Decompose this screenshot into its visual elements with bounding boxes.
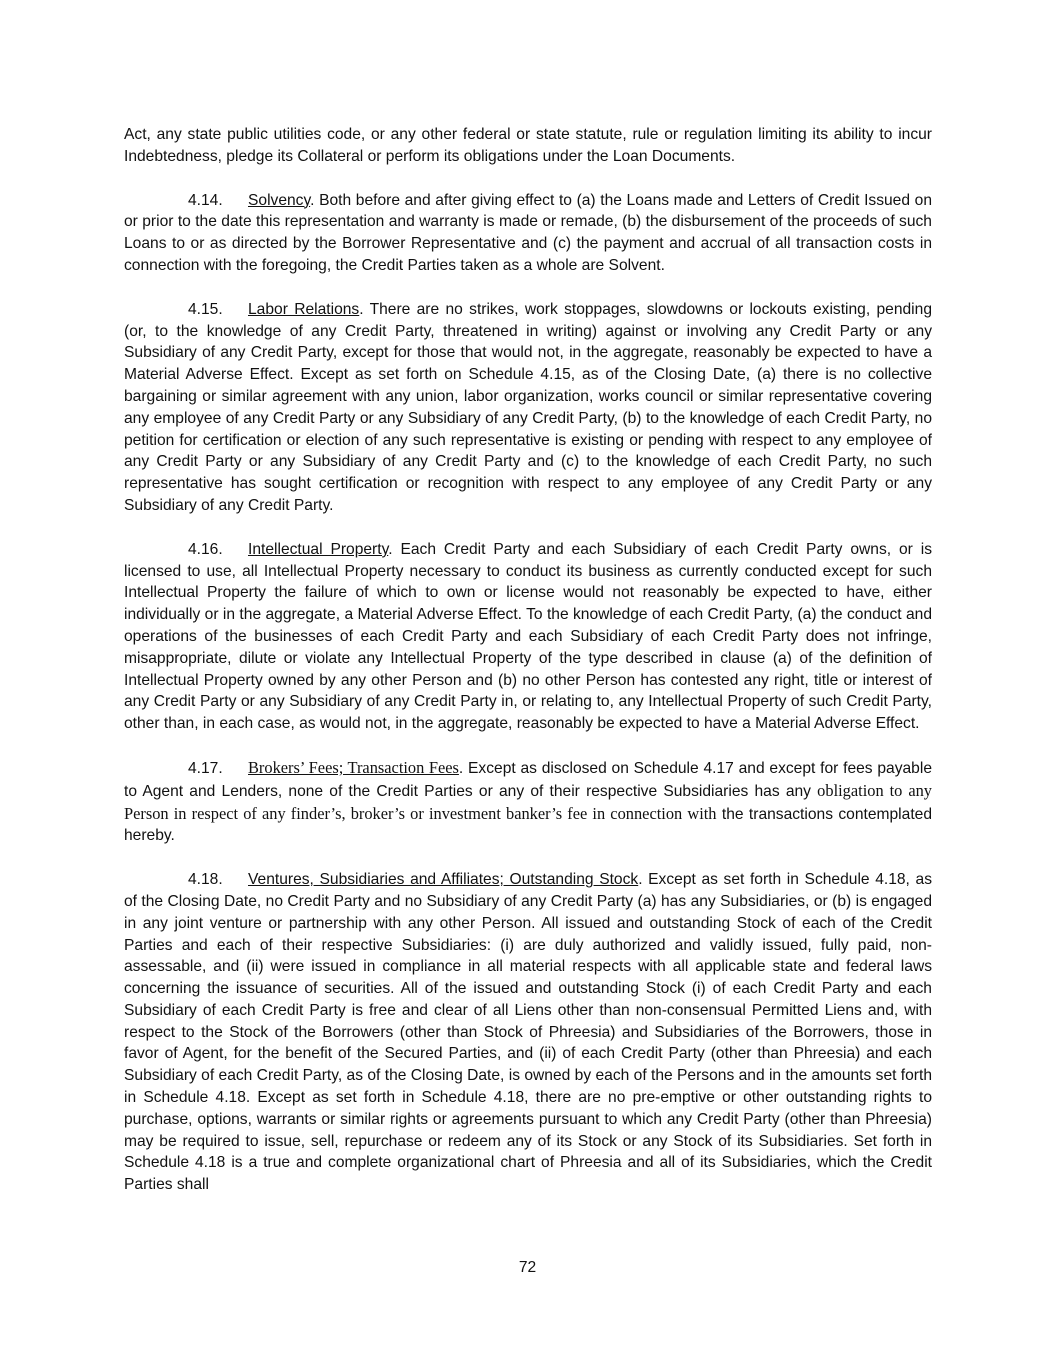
section-heading: Brokers’ Fees; Transaction Fees xyxy=(248,757,459,777)
section-4-14 xyxy=(124,190,932,277)
section-number: 4.18. xyxy=(188,871,223,889)
section-heading: Ventures, Subsidiaries and Affiliates; Outstanding Stock xyxy=(248,871,639,889)
section-body: . Each Credit Party and each Subsidiary of each Credit Party owns, or is licensed to use, all Intellectual Property necessary to conduct its business as currently conducted except for such Intellectual Property the failure of which to own or license would not reasonably be expected to have, either individually or in the aggregate, a Material Adverse Effect. To the knowledge of each Credit Party, (a) the conduct and operations of the businesses of each Credit Party and each Subsidiary of each Credit Party does not infringe, misappropriate, dilute or violate any Intellectual Property of the type described in clause (a) of the definition of Intellectual Property owned by any other Person and (b) no other Person has contested any right, title or interest of any Credit Party or any Subsidiary of any Credit Party in, or relating to, any Intellectual Property of such Credit Party, other than, in each case, as would not, in the aggregate, reasonably be expected to have a Material Adverse Effect. xyxy=(124,540,932,733)
section-body-end: the transactions contemplated hereby. xyxy=(124,805,932,845)
section-number: 4.15. xyxy=(188,300,223,318)
section-heading: Solvency xyxy=(248,191,311,209)
section-4-18 xyxy=(124,869,932,1196)
section-heading: Intellectual Property xyxy=(248,540,389,558)
section-heading: Labor Relations xyxy=(248,300,360,318)
section-4-16 xyxy=(124,539,932,735)
section-body: . Except as disclosed on Schedule 4.17 and except for fees payable to Agent and Lenders, none of the Credit Parties or any of their respective Subsidiaries has any xyxy=(124,759,932,800)
section-number: 4.17. xyxy=(188,759,223,777)
section-number: 4.14. xyxy=(188,191,223,209)
continuation-paragraph: Act, any state public utilities code, or any other federal or state statute, rule or regulation limiting its ability to incur Indebtedness, pledge its Collateral or perform its obligations under the Loan Documents. xyxy=(124,126,932,165)
section-4-15 xyxy=(124,299,932,517)
section-body: . Both before and after giving effect to (a) the Loans made and Letters of Credit Issued on or prior to the date this representation and warranty is made or remade, (b) the disbursement of the proceeds of such Loans to or as directed by the Borrower Representative and (c) the payment and accrual of all transaction costs in connection with the foregoing, the Credit Parties taken as a whole are Solvent. xyxy=(124,191,932,274)
section-body: . There are no strikes, work stoppages, slowdowns or lockouts existing, pending (or, to the knowledge of any Credit Party, threatened in writing) against or involving any Credit Party or any Subsidiary of any Credit Party, except for those that would not, in the aggregate, reasonably be expected to have a Material Adverse Effect. Except as set forth on Schedule 4.15, as of the Closing Date, (a) there is no collective bargaining or similar agreement with any union, labor organization, works council or similar representative covering any employee of any Credit Party or any Subsidiary of any Credit Party, (b) to the knowledge of each Credit Party, no petition for certification or election of any such representative is existing or pending with respect to any employee of any Credit Party or any Subsidiary of any Credit Party and (c) to the knowledge of each Credit Party, no such representative has sought certification or recognition with respect to any employee of any Credit Party or any Subsidiary of any Credit Party. xyxy=(124,300,932,514)
document-body xyxy=(124,124,932,1218)
page-number: 72 xyxy=(518,1259,537,1276)
section-body: . Except as set forth in Schedule 4.18, as of the Closing Date, no Credit Party and no Subsidiary of any Credit Party (a) has any Subsidiaries, or (b) is engaged in any joint venture or partnership with any other Person. All issued and outstanding Stock of each of the Credit Parties and each of their respective Subsidiaries: (i) are duly authorized and validly issued, fully paid, non-assessable, and (ii) were issued in compliance in all material respects with all applicable state and federal laws concerning the issuance of securities. All of the issued and outstanding Stock (i) of each Credit Party and each Subsidiary of each Credit Party is free and clear of all Liens other than non-consensual Permitted Liens and, with respect to the Stock of the Borrowers (other than Stock of Phreesia) and Subsidiaries of the Borrowers, those in favor of Agent, for the benefit of the Secured Parties, and (ii) of each Credit Party (other than Phreesia) and each Subsidiary of each Credit Party, as of the Closing Date, is owned by each of the Persons and in the amounts set forth in Schedule 4.18. Except as set forth in Schedule 4.18, there are no pre-emptive or other outstanding rights to purchase, options, warrants or similar rights or agreements pursuant to which any Credit Party (other than Phreesia) may be required to issue, sell, repurchase or redeem any of its Stock or any Stock of its Subsidiaries. Set forth in Schedule 4.18 is a true and complete organizational chart of Phreesia and all of its Subsidiaries, which the Credit Parties shall xyxy=(124,871,932,1194)
section-number: 4.16. xyxy=(188,540,223,558)
section-body-serif: obligation to any Person in respect of any finder’s, broker’s or investment banker’s fee in connection with xyxy=(124,780,932,823)
section-4-17 xyxy=(124,757,932,847)
